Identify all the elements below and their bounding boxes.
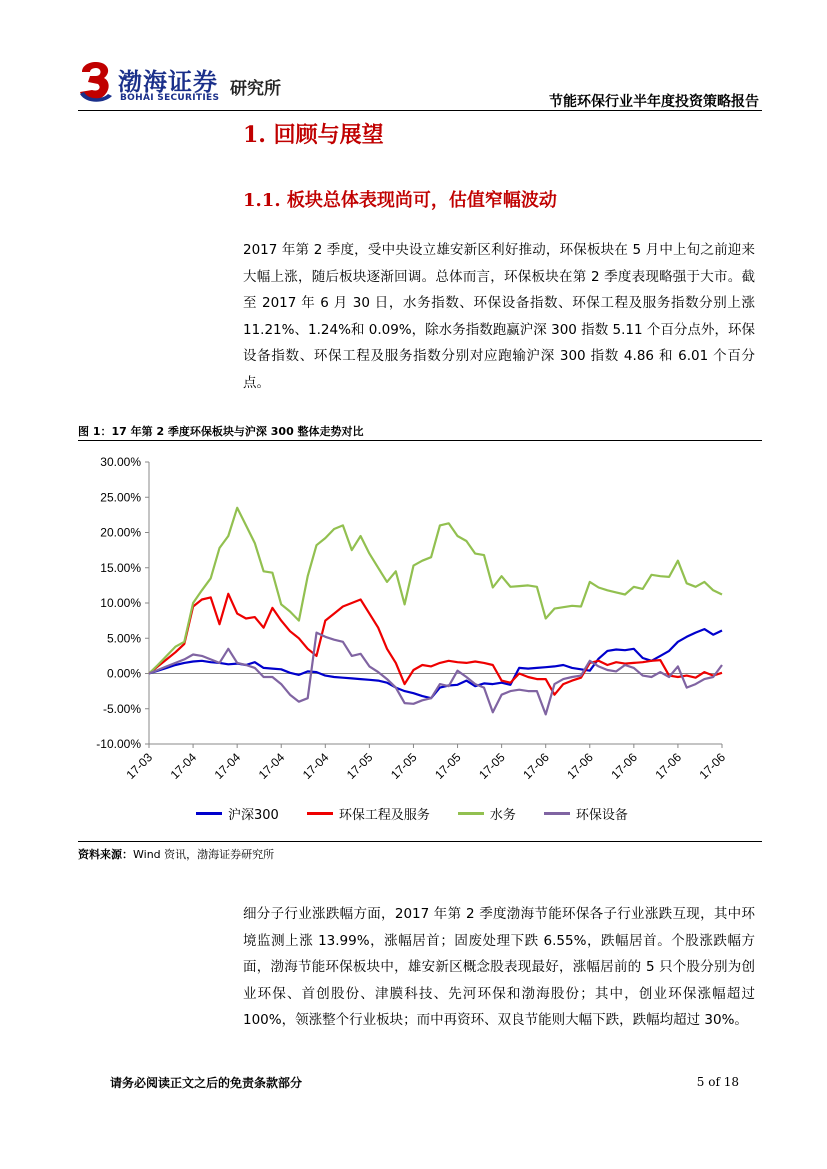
line-chart bbox=[78, 444, 762, 804]
y-tick-label: 15.00% bbox=[100, 560, 141, 575]
y-tick-label: 20.00% bbox=[100, 525, 141, 540]
header-divider bbox=[78, 110, 762, 111]
legend-label: 水务 bbox=[489, 808, 516, 823]
legend-label: 环保工程及服务 bbox=[338, 808, 430, 823]
legend-item-4 bbox=[544, 804, 628, 823]
figure-source bbox=[78, 846, 274, 862]
legend-item-1 bbox=[196, 804, 279, 823]
figure-title: 图 1：17 年第 2 季度环保板块与沪深 300 整体走势对比 bbox=[78, 425, 364, 438]
y-tick-label: -10.00% bbox=[96, 737, 141, 751]
chart-legend bbox=[196, 804, 628, 823]
x-tick-label: 17-04 bbox=[255, 750, 288, 782]
legend-label: 环保设备 bbox=[575, 808, 628, 823]
page-number: 5 of 18 bbox=[696, 1075, 739, 1089]
x-tick-label: 17-05 bbox=[432, 750, 464, 782]
x-tick-label: 17-06 bbox=[608, 750, 640, 782]
legend-item-3 bbox=[458, 804, 516, 823]
y-tick-label: 25.00% bbox=[100, 490, 141, 505]
y-tick-label: 30.00% bbox=[100, 455, 141, 469]
x-tick-label: 17-06 bbox=[564, 750, 596, 782]
series-line-3 bbox=[149, 508, 722, 674]
legend-swatch bbox=[544, 812, 570, 815]
legend-swatch bbox=[458, 812, 484, 815]
section-title: 1. 回顾与展望 bbox=[243, 122, 384, 148]
x-tick-label: 17-04 bbox=[299, 750, 332, 782]
x-tick-label: 17-05 bbox=[343, 750, 376, 782]
x-tick-label: 17-06 bbox=[520, 750, 552, 782]
legend-swatch bbox=[307, 812, 333, 815]
body-paragraph-2: 细分子行业涨跌幅方面，2017 年第 2 季度渤海节能环保各子行业涨跌互现，其中环境监测上涨 13.99%，涨幅居首；固废处理下跌 6.55%，跌幅居首。个股涨跌幅方面，渤海节能环保板块中，雄安新区概念股表现最好，涨幅居前的 5 只个股分别为创业环保、首创股份、津膜科技、先河环保和渤海股份；其中，创业环保涨幅超过 100%，领涨整个行业板块；而中再资环、双良节能则大幅下跌，跌幅均超过 30%。 bbox=[243, 906, 755, 1028]
x-tick-label: 17-04 bbox=[167, 750, 200, 782]
x-tick-label: 17-06 bbox=[696, 750, 729, 782]
x-tick-label: 17-05 bbox=[476, 750, 508, 782]
logo-chinese-name: 渤海证券 bbox=[118, 67, 218, 96]
y-tick-label: 5.00% bbox=[106, 631, 141, 646]
x-tick-label: 17-06 bbox=[652, 750, 685, 782]
subsection-title: 1.1. 板块总体表现尚可，估值窄幅波动 bbox=[243, 190, 557, 211]
y-tick-label: 10.00% bbox=[100, 596, 141, 610]
institute-label: 研究所 bbox=[230, 79, 281, 99]
y-tick-label: 0.00% bbox=[106, 666, 141, 681]
legend-label: 沪深300 bbox=[228, 808, 279, 823]
y-tick-label: -5.00% bbox=[102, 701, 141, 716]
figure-top-rule bbox=[78, 440, 762, 441]
logo-english-name: BOHAI SECURITIES bbox=[120, 93, 220, 103]
legend-swatch bbox=[196, 812, 222, 815]
footer-disclaimer: 请务必阅读正文之后的免责条款部分 bbox=[110, 1076, 303, 1090]
legend-item-2 bbox=[307, 804, 430, 823]
report-title: 节能环保行业半年度投资策略报告 bbox=[549, 94, 759, 110]
x-tick-label: 17-03 bbox=[123, 750, 156, 782]
figure-bottom-rule bbox=[78, 841, 762, 842]
body-paragraph-1: 2017 年第 2 季度，受中央设立雄安新区利好推动，环保板块在 5 月中上旬之前迎来大幅上涨，随后板块逐渐回调。总体而言，环保板块在第 2 季度表现略强于大市。截至 2017 年 6 月 30 日，水务指数、环保设备指数、环保工程及服务指数分别上涨 11.21%、1.24%和 0.09%，除水务指数跑赢沪深 300 指数 5.11 个百分点外，环保设备指数、环保工程及服务指数分别对应跑输沪深 300 指数 4.86 和 6.01 个百分点。 bbox=[243, 242, 755, 391]
source-text: Wind 资讯，渤海证券研究所 bbox=[133, 848, 275, 861]
x-tick-label: 17-05 bbox=[387, 750, 420, 782]
logo-mark-icon bbox=[78, 60, 114, 104]
series-line-2 bbox=[149, 594, 722, 695]
x-tick-label: 17-04 bbox=[211, 750, 244, 782]
source-label: 资料来源： bbox=[78, 848, 133, 861]
company-logo bbox=[78, 60, 308, 108]
